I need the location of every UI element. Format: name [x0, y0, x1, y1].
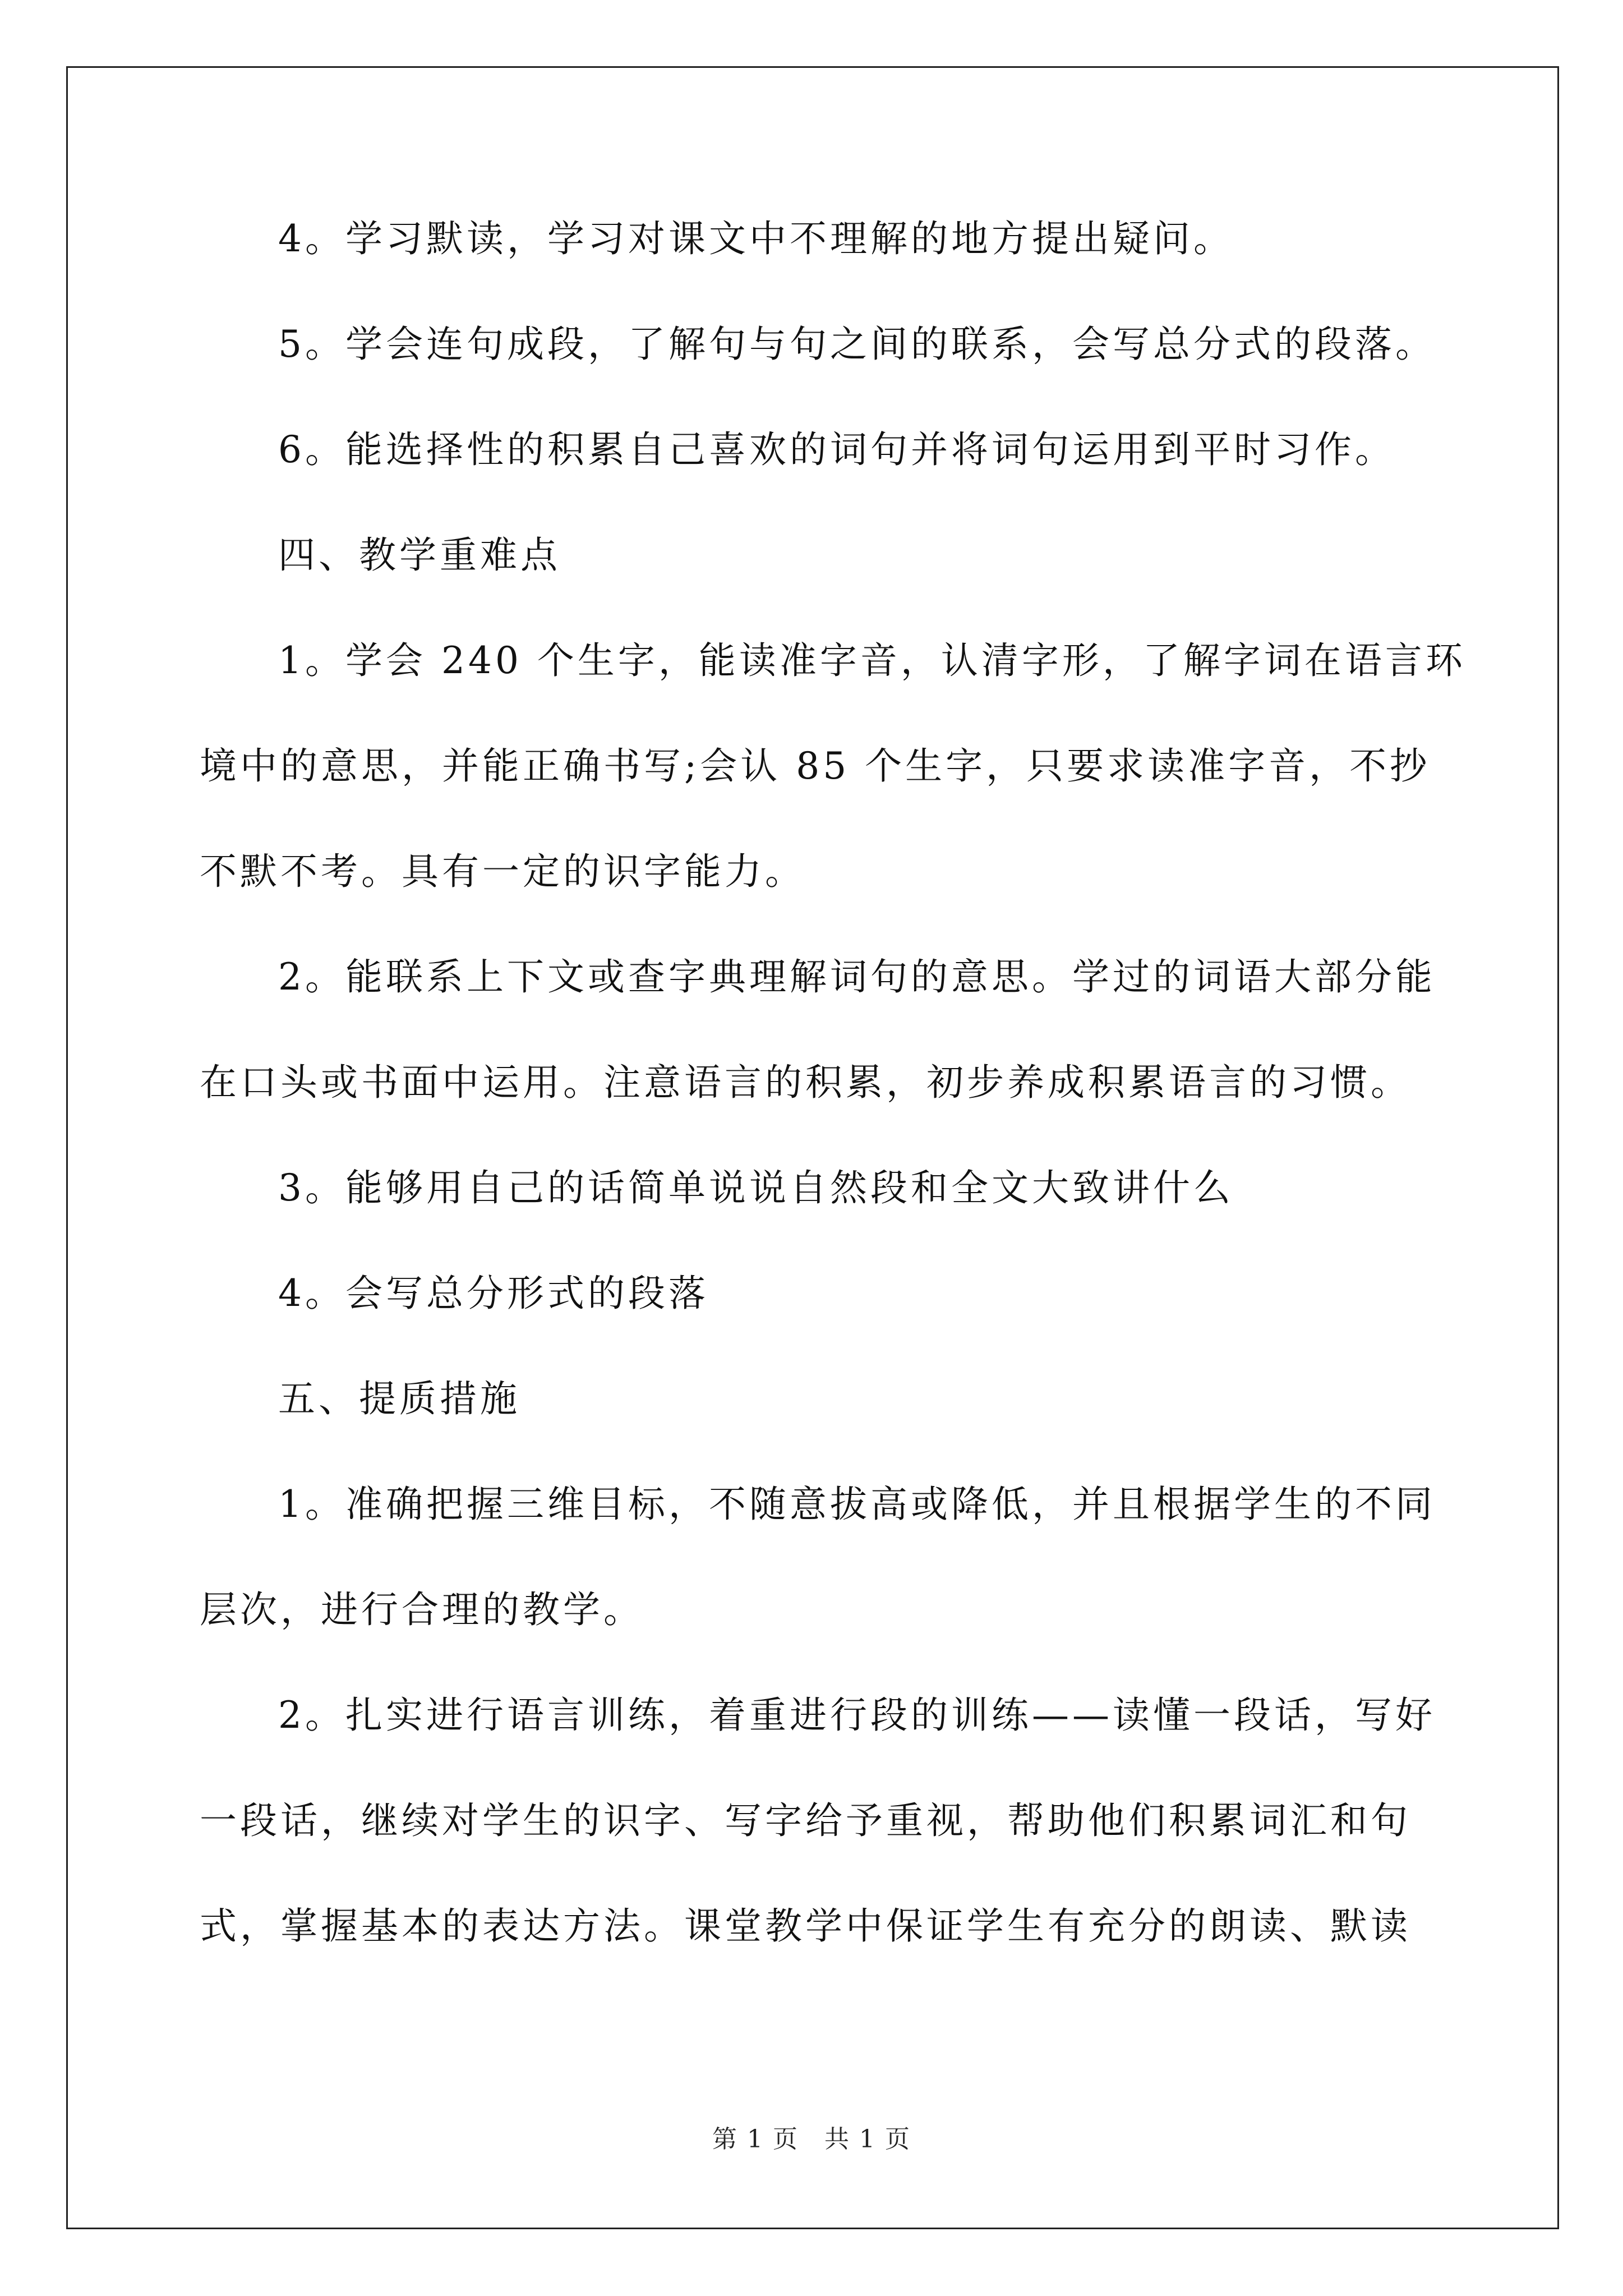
text-line: 5。学会连句成段，了解句与句之间的联系，会写总分式的段落。 [278, 323, 1436, 366]
text-line: 式，掌握基本的表达方法。课堂教学中保证学生有充分的朗读、默读 [200, 1904, 1411, 1948]
text-line: 不默不考。具有一定的识字能力。 [200, 850, 805, 893]
text-line: 1。学会 240 个生字，能读准字音，认清字形，了解字词在语言环 [278, 639, 1466, 682]
section-heading: 四、教学重难点 [278, 533, 561, 577]
text-line: 在口头或书面中运用。注意语言的积累，初步养成积累语言的习惯。 [200, 1061, 1411, 1104]
text-line: 一段话，继续对学生的识字、写字给予重视，帮助他们积累词汇和句 [200, 1799, 1411, 1842]
text-line: 6。能选择性的积累自己喜欢的词句并将词句运用到平时习作。 [278, 428, 1395, 471]
text-line: 2。扎实进行语言训练，着重进行段的训练——读懂一段话，写好 [278, 1694, 1436, 1737]
section-heading: 五、提质措施 [278, 1377, 520, 1420]
text-line: 层次，进行合理的教学。 [200, 1588, 644, 1631]
text-line: 境中的意思，并能正确书写;会认 85 个生字，只要求读准字音，不抄 [200, 744, 1431, 788]
text-line: 3。能够用自己的话简单说说自然段和全文大致讲什么 [278, 1166, 1234, 1209]
text-line: 4。会写总分形式的段落 [278, 1272, 709, 1315]
text-line: 4。学习默读，学习对课文中不理解的地方提出疑问。 [278, 217, 1234, 260]
text-line: 1。准确把握三维目标，不随意拔高或降低，并且根据学生的不同 [278, 1483, 1436, 1526]
page-number: 第 1 页 共 1 页 [712, 2125, 911, 2154]
text-line: 2。能联系上下文或查字典理解词句的意思。学过的词语大部分能 [278, 955, 1436, 999]
